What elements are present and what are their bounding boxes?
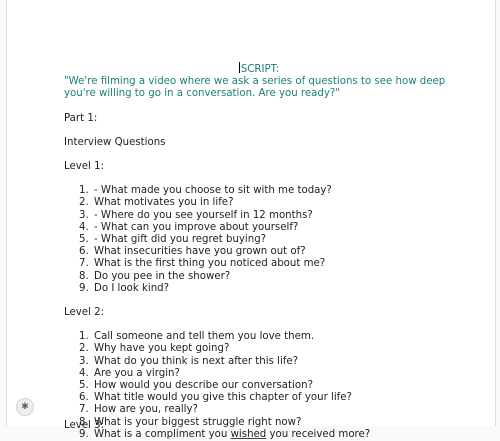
list-item: 4. - What can you improve about yourself? [92,222,454,234]
list-item: 2. Why have you kept going? [92,343,454,355]
list-item: 6. What insecurities have you grown out of? [92,246,454,258]
list-item: 9. Do I look kind? [92,283,454,295]
document-page [6,0,496,440]
list-item: 4. Are you a virgin? [92,368,454,380]
list-item: 3. - Where do you see yourself in 12 months? [92,210,454,222]
level1-label: Level 1: [64,161,105,173]
list-item: 8. What is your biggest struggle right now? [92,417,454,429]
list-item: 2. What motivates you in life? [92,197,454,209]
list-item: 8. Do you pee in the shower? [92,271,454,283]
list-item: 7. What is the first thing you noticed about me? [92,258,454,270]
list-item: 3. What do you think is next after this life? [92,356,454,368]
explore-icon[interactable]: ✱ [16,398,34,416]
script-label: SCRIPT: [240,64,280,75]
spellcheck-word[interactable]: wished [230,428,267,440]
section-title: Interview Questions [64,136,166,148]
document-content[interactable] [64,62,454,441]
level2-label: Level 2: [64,307,105,319]
list-item [92,429,454,441]
list-item-text: What is a compliment you [94,428,231,440]
list-item: 1. - What made you choose to sit with me today? [92,185,454,197]
level1-list [64,185,454,295]
list-item: 5. - What gift did you regret buying? [92,234,454,246]
list-item: 5. How would you describe our conversation? [92,380,454,392]
script-heading [64,62,454,76]
list-item: 1. Call someone and tell them you love them. [92,331,454,343]
level2-list [64,331,454,441]
part-label: Part 1: [64,112,98,124]
list-item: 7. How are you, really? [92,404,454,416]
list-item-text: you received more? [266,428,371,440]
text-cursor [239,62,240,73]
list-item: 6. What title would you give this chapter of your life? [92,392,454,404]
level3-label: Level 3: [64,420,105,431]
intro-quote: "We're filming a video where we ask a series of questions to see how deep you're willing to go in a conversation. Are you ready?" [64,76,446,100]
